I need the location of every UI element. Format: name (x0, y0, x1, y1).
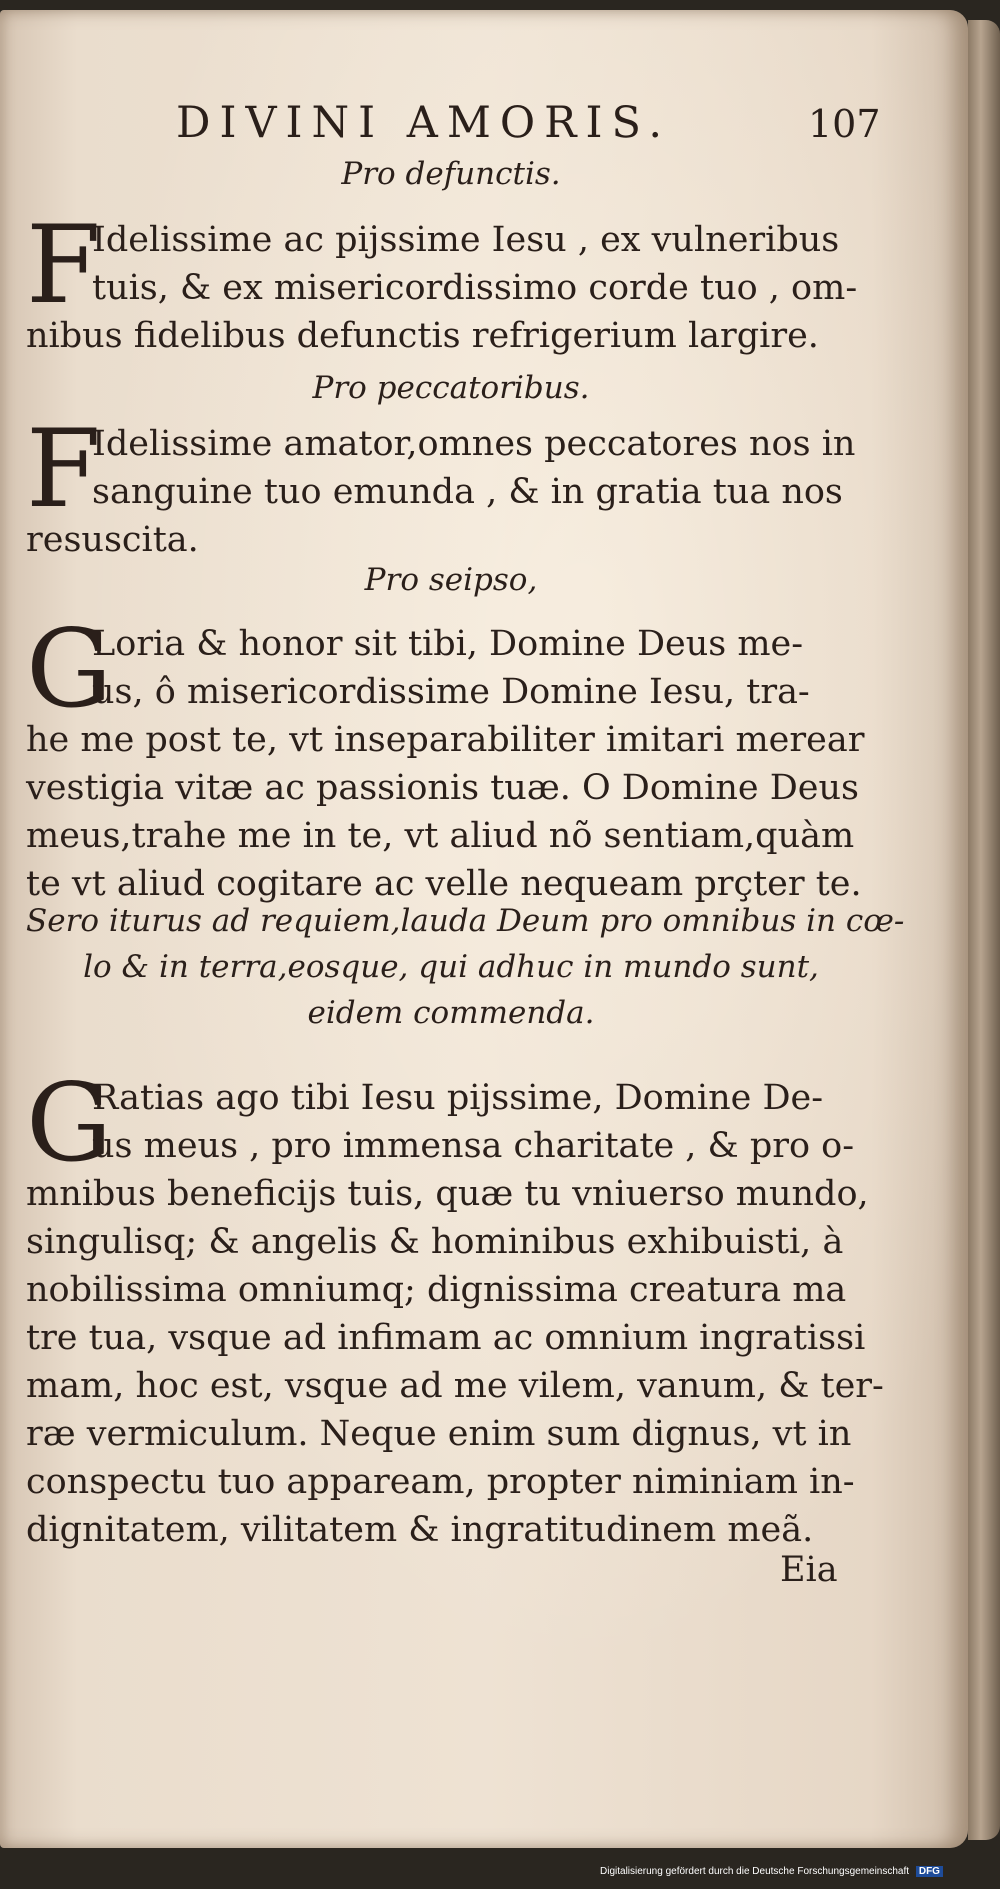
credit-text: Digitalisierung gefördert durch die Deutsche Forschungsgemeinschaft (600, 1866, 910, 1877)
text-line: Idelissime amator,omnes peccatores nos in (92, 424, 856, 464)
dfg-logo: DFG (916, 1866, 943, 1877)
text-line: he me post te, vt inseparabiliter imitari merear (26, 720, 865, 760)
text-line: meus,trahe me in te, vt aliud nõ sentiam,quàm (26, 816, 855, 856)
drop-initial: F (26, 407, 101, 532)
text-line: Sero iturus ad requiem,lauda Deum pro omnibus in cœ- (26, 903, 905, 939)
text-line: singulisq; & angelis & hominibus exhibuisti, à (26, 1222, 844, 1262)
text-line: ræ vermiculum. Neque enim sum dignus, vt in (26, 1414, 852, 1454)
rubric-pro-defunctis: Pro defunctis. (341, 156, 561, 192)
drop-initial: G (26, 1061, 113, 1186)
text-line: Loria & honor sit tibi, Domine Deus me- (92, 624, 804, 664)
rubric-pro-seipso: Pro seipso, (364, 562, 538, 598)
text-line: conspectu tuo appaream, propter niminiam in- (26, 1462, 855, 1502)
text-line: eidem commenda. (307, 995, 595, 1031)
paragraph-gratias (26, 1061, 884, 1554)
rubric-pro-peccatoribus: Pro peccatoribus. (312, 370, 590, 406)
text-line: nibus fidelibus defunctis refrigerium largire. (26, 316, 819, 356)
text-line: Idelissime ac pijssime Iesu , ex vulneribus (92, 220, 840, 260)
text-line: vestigia vitæ ac passionis tuæ. O Domine Deus (26, 768, 859, 808)
text-line: sanguine tuo emunda , & in gratia tua nos (92, 472, 843, 512)
text-line: resuscita. (26, 520, 199, 560)
digitization-credit (600, 1866, 943, 1877)
text-line: us, ô misericordissime Domine Iesu, tra- (92, 672, 810, 712)
text-line: nobilissima omniumq; dignissima creatura ma (26, 1270, 847, 1310)
paragraph-defunctis (26, 203, 876, 360)
text-line: tre tua, vsque ad infimam ac omnium ingratissi (26, 1318, 866, 1358)
text-line: tuis, & ex misericordissimo corde tuo , om- (92, 268, 858, 308)
paragraph-seipso (26, 607, 876, 908)
text-line: dignitatem, vilitatem & ingratitudinem meã. (26, 1510, 814, 1550)
text-line: te vt aliud cogitare ac velle nequeam prçter te. (26, 864, 862, 904)
book-page (0, 10, 968, 1848)
text-line: mam, hoc est, vsque ad me vilem, vanum, & ter- (26, 1366, 884, 1406)
page-number: 107 (808, 102, 881, 146)
running-head: DIVINI AMORIS. (176, 98, 672, 148)
text-line: Ratias ago tibi Iesu pijssime, Domine De- (92, 1078, 824, 1118)
italic-instruction (26, 898, 905, 1036)
catchword: Eia (780, 1550, 838, 1590)
drop-initial: F (26, 203, 101, 328)
text-line: mnibus beneficijs tuis, quæ tu vniuerso mundo, (26, 1174, 869, 1214)
book-fore-edge (968, 20, 1000, 1840)
drop-initial: G (26, 607, 113, 732)
text-line: lo & in terra,eosque, qui adhuc in mundo sunt, (83, 949, 819, 985)
paragraph-peccatoribus (26, 407, 876, 564)
text-line: us meus , pro immensa charitate , & pro o- (92, 1126, 855, 1166)
